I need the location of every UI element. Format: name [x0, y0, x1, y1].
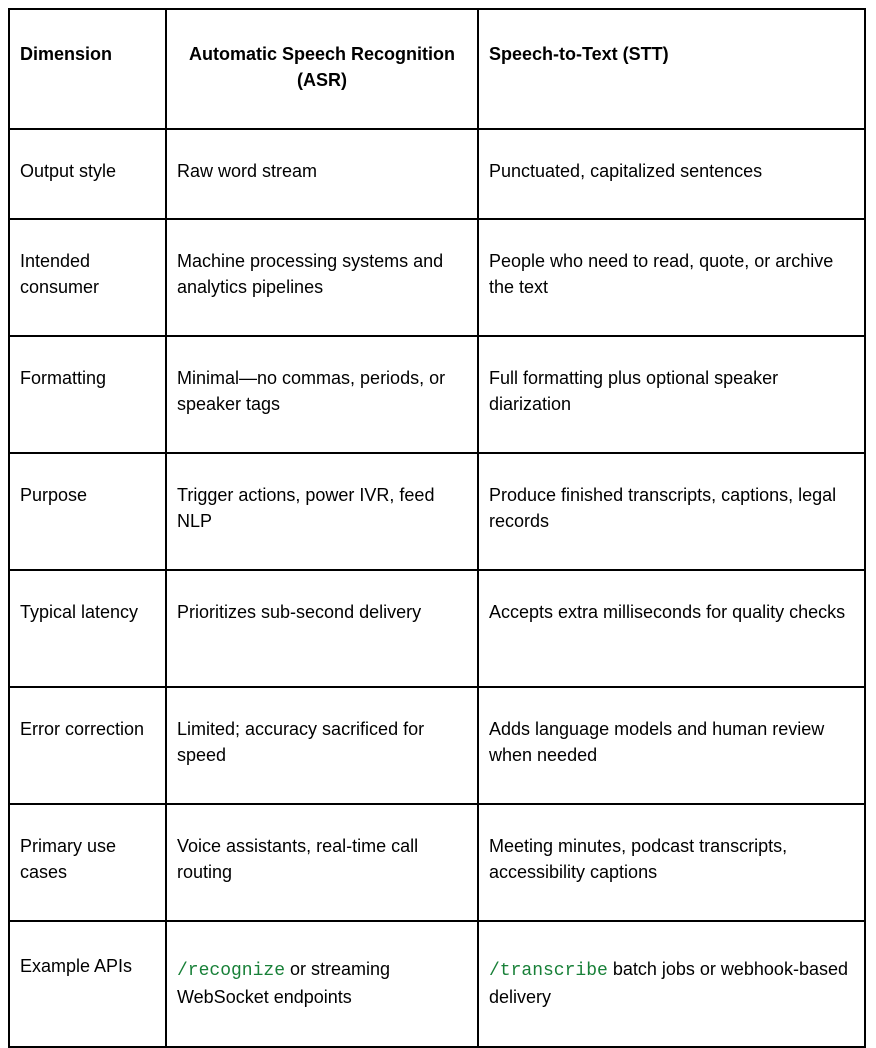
table-header-row	[9, 9, 865, 129]
cell-asr	[166, 921, 478, 1047]
cell-stt: Punctuated, capitalized sentences	[478, 129, 865, 219]
table-row	[9, 453, 865, 570]
cell-asr: Raw word stream	[166, 129, 478, 219]
cell-stt	[478, 921, 865, 1047]
comparison-table-container	[8, 8, 866, 1048]
cell-dimension: Primary use cases	[9, 804, 166, 921]
cell-dimension: Typical latency	[9, 570, 166, 687]
table-row	[9, 219, 865, 336]
header-stt: Speech-to-Text (STT)	[478, 9, 865, 129]
cell-dimension: Error correction	[9, 687, 166, 804]
cell-dimension: Output style	[9, 129, 166, 219]
cell-asr: Limited; accuracy sacrificed for speed	[166, 687, 478, 804]
cell-asr: Voice assistants, real-time call routing	[166, 804, 478, 921]
cell-stt: Accepts extra milliseconds for quality checks	[478, 570, 865, 687]
cell-dimension: Intended consumer	[9, 219, 166, 336]
asr-vs-stt-comparison-table	[8, 8, 866, 1048]
cell-asr: Minimal—no commas, periods, or speaker tags	[166, 336, 478, 453]
cell-asr: Prioritizes sub-second delivery	[166, 570, 478, 687]
asr-endpoint-code: /recognize	[177, 961, 286, 981]
cell-stt: Full formatting plus optional speaker diarization	[478, 336, 865, 453]
cell-dimension: Example APIs	[9, 921, 166, 1047]
stt-endpoint-code: /transcribe	[489, 961, 608, 981]
cell-stt: People who need to read, quote, or archive the text	[478, 219, 865, 336]
cell-stt: Produce finished transcripts, captions, legal records	[478, 453, 865, 570]
cell-dimension: Formatting	[9, 336, 166, 453]
cell-stt: Adds language models and human review when needed	[478, 687, 865, 804]
header-dimension: Dimension	[9, 9, 166, 129]
header-asr: Automatic Speech Recognition (ASR)	[166, 9, 478, 129]
table-row	[9, 129, 865, 219]
cell-dimension: Purpose	[9, 453, 166, 570]
table-row	[9, 336, 865, 453]
cell-asr: Machine processing systems and analytics pipelines	[166, 219, 478, 336]
cell-asr: Trigger actions, power IVR, feed NLP	[166, 453, 478, 570]
table-row	[9, 921, 865, 1047]
table-row	[9, 570, 865, 687]
table-row	[9, 804, 865, 921]
cell-stt: Meeting minutes, podcast transcripts, accessibility captions	[478, 804, 865, 921]
asr-endpoint-text: or streaming WebSocket endpoints	[177, 959, 391, 1007]
stt-endpoint-text: batch jobs or webhook-based delivery	[489, 959, 848, 1007]
table-row	[9, 687, 865, 804]
